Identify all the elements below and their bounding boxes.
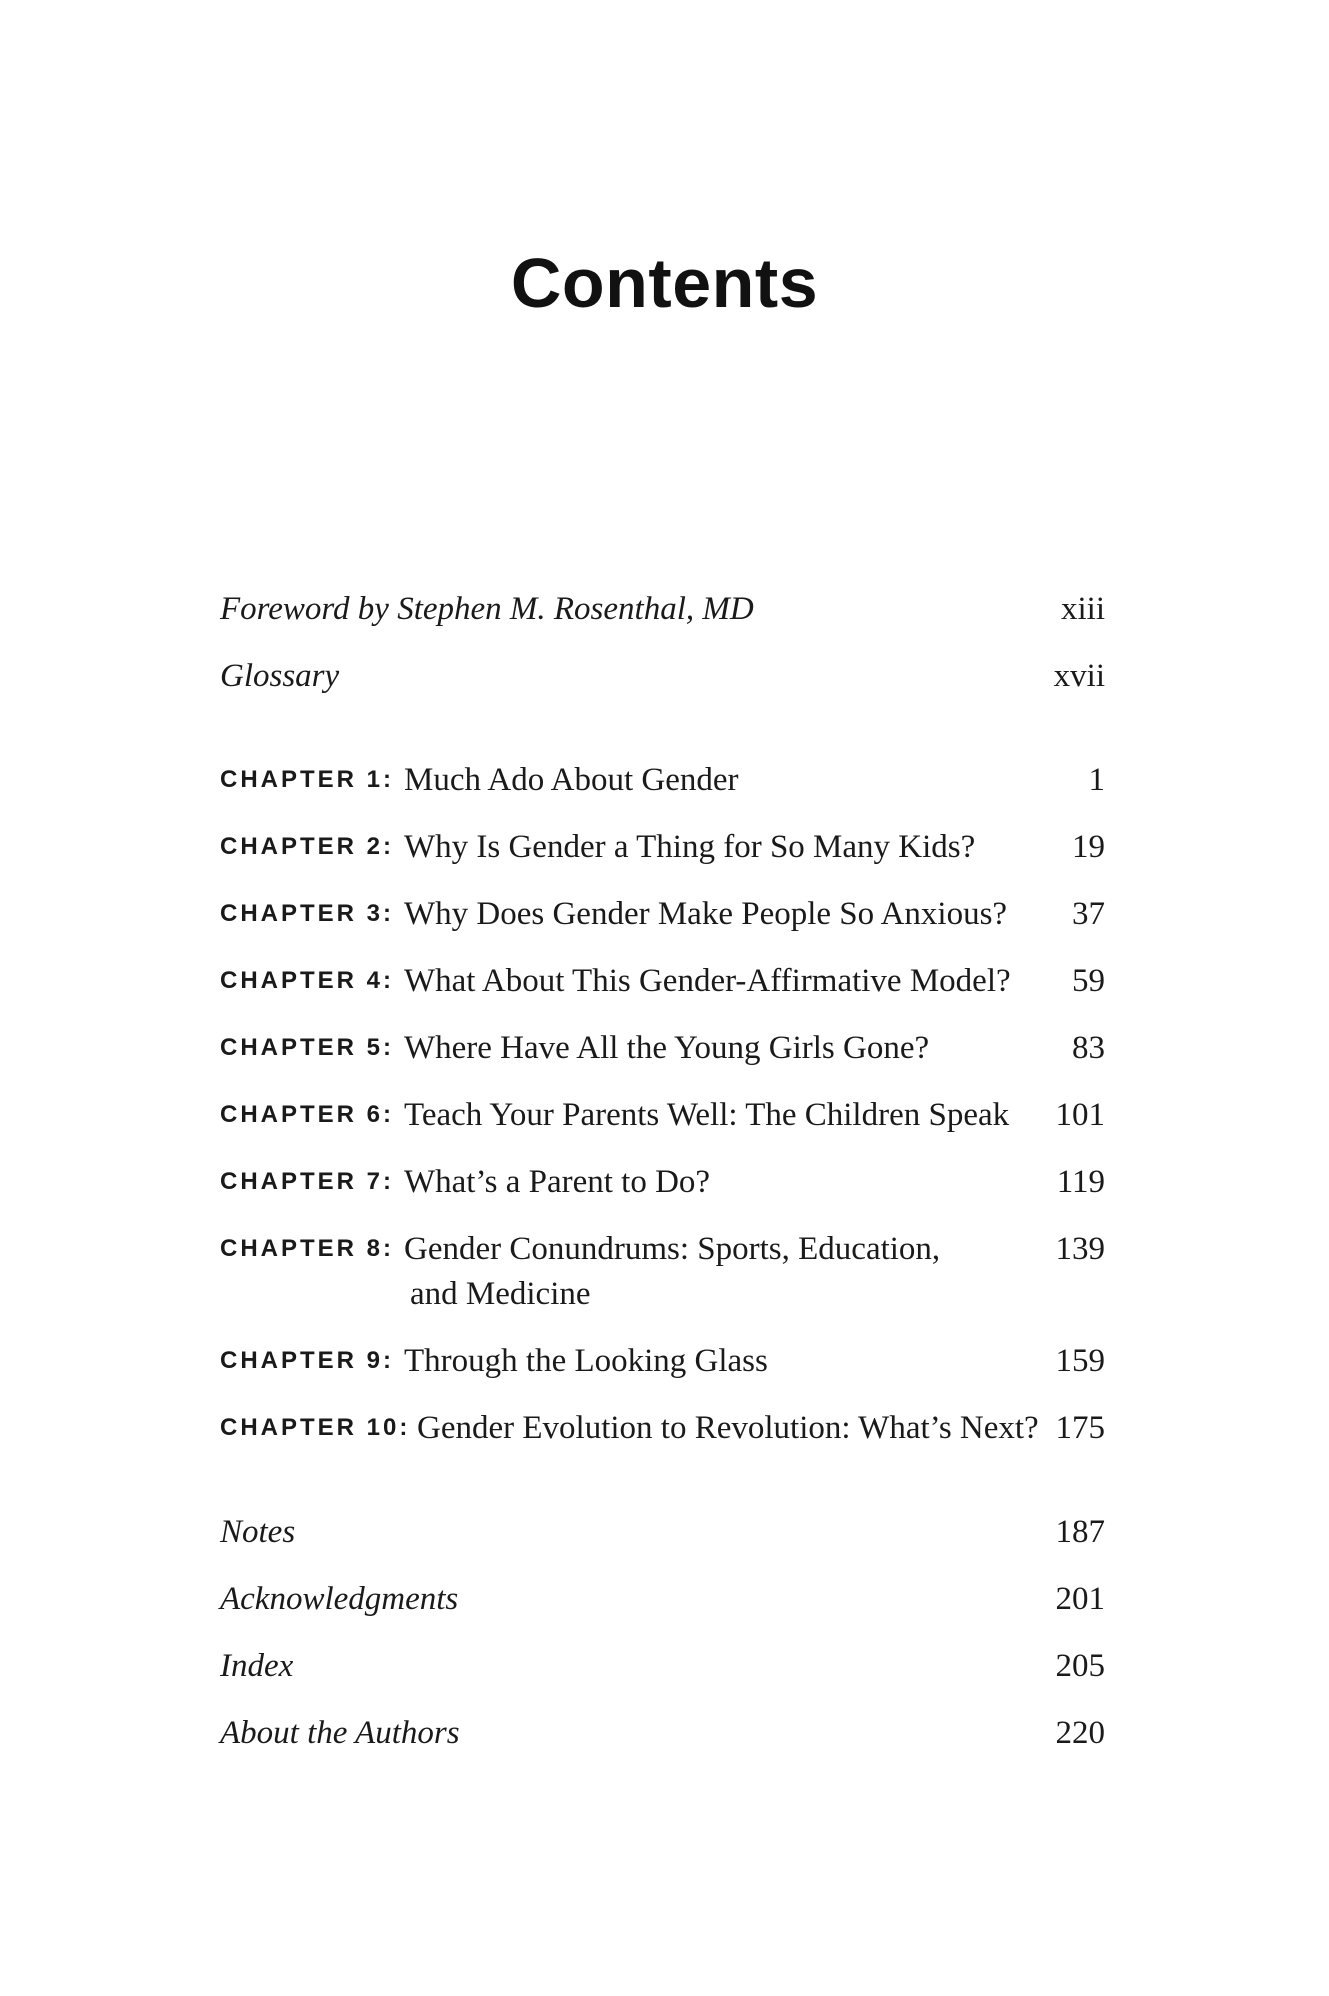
chapter-title: What About This Gender-Affirmative Model?	[404, 963, 1011, 999]
toc-chapter-8[interactable]	[220, 1225, 1105, 1317]
toc-entry-label: Acknowledgments	[220, 1581, 459, 1617]
page-title: Contents	[510, 244, 819, 322]
chapter-number: CHAPTER 2:	[220, 833, 395, 860]
toc-chapter-10[interactable]	[220, 1404, 1105, 1452]
toc-entry-page: 101	[1055, 1097, 1105, 1133]
chapter-title: What’s a Parent to Do?	[404, 1164, 711, 1200]
chapter-title: Gender Conundrums: Sports, Education,	[404, 1231, 941, 1267]
toc-entry-about-the-authors[interactable]	[220, 1709, 1105, 1757]
chapter-number: CHAPTER 3:	[220, 900, 395, 927]
toc-entry-label: Index	[220, 1648, 294, 1684]
chapter-number: CHAPTER 6:	[220, 1101, 395, 1128]
toc-entry-label: Foreword by Stephen M. Rosenthal, MD	[220, 591, 754, 627]
toc-entry-label: Notes	[220, 1514, 296, 1550]
toc-entry-glossary[interactable]	[220, 652, 1105, 700]
chapter-number: CHAPTER 9:	[220, 1347, 395, 1374]
toc-chapter-6[interactable]	[220, 1091, 1105, 1139]
toc-entry-page: 201	[1055, 1581, 1105, 1617]
chapter-title: Gender Evolution to Revolution: What’s Next?	[417, 1410, 1039, 1446]
chapter-number: CHAPTER 4:	[220, 967, 395, 994]
toc-entry-page: 220	[1055, 1715, 1105, 1751]
toc-entry-page: 159	[1055, 1343, 1105, 1379]
toc-entry-page: xiii	[1060, 591, 1105, 627]
toc-entry-page: 19	[1072, 829, 1105, 865]
toc-entry-label: About the Authors	[220, 1715, 460, 1751]
toc-entry-page: 59	[1072, 963, 1105, 999]
toc-chapter-1[interactable]	[220, 756, 1105, 804]
chapter-title-continued: and Medicine	[410, 1276, 591, 1312]
toc-entry-page: xvii	[1053, 658, 1105, 694]
chapter-title: Where Have All the Young Girls Gone?	[404, 1030, 930, 1066]
chapter-title: Teach Your Parents Well: The Children Speak	[404, 1097, 1010, 1133]
chapter-number: CHAPTER 10:	[220, 1414, 411, 1441]
toc-entry-page: 187	[1055, 1514, 1105, 1550]
toc-entry-page: 37	[1072, 896, 1105, 932]
chapter-number: CHAPTER 1:	[220, 766, 395, 793]
toc-entry-page: 139	[1055, 1231, 1105, 1267]
toc-entry-page: 205	[1055, 1648, 1105, 1684]
toc-entry-foreword[interactable]	[220, 585, 1105, 633]
toc-entry-page: 1	[1088, 762, 1105, 798]
chapter-number: CHAPTER 7:	[220, 1168, 395, 1195]
toc-entry-page: 175	[1055, 1410, 1105, 1446]
toc-entry-index[interactable]	[220, 1642, 1105, 1690]
toc-chapter-3[interactable]	[220, 890, 1105, 938]
chapter-title: Why Is Gender a Thing for So Many Kids?	[404, 829, 976, 865]
toc-entry-page: 83	[1072, 1030, 1105, 1066]
toc-chapter-4[interactable]	[220, 957, 1105, 1005]
toc-entry-page: 119	[1056, 1164, 1105, 1200]
chapter-number: CHAPTER 5:	[220, 1034, 395, 1061]
chapter-title: Through the Looking Glass	[404, 1343, 768, 1379]
toc-entry-notes[interactable]	[220, 1508, 1105, 1556]
toc-chapter-5[interactable]	[220, 1024, 1105, 1072]
toc-chapter-7[interactable]	[220, 1158, 1105, 1206]
toc-chapter-9[interactable]	[220, 1337, 1105, 1385]
chapter-title: Why Does Gender Make People So Anxious?	[404, 896, 1008, 932]
chapter-title: Much Ado About Gender	[404, 762, 739, 798]
toc-entry-label: Glossary	[220, 658, 340, 694]
chapter-number: CHAPTER 8:	[220, 1235, 395, 1262]
toc-chapter-2[interactable]	[220, 823, 1105, 871]
toc-entry-acknowledgments[interactable]	[220, 1575, 1105, 1623]
